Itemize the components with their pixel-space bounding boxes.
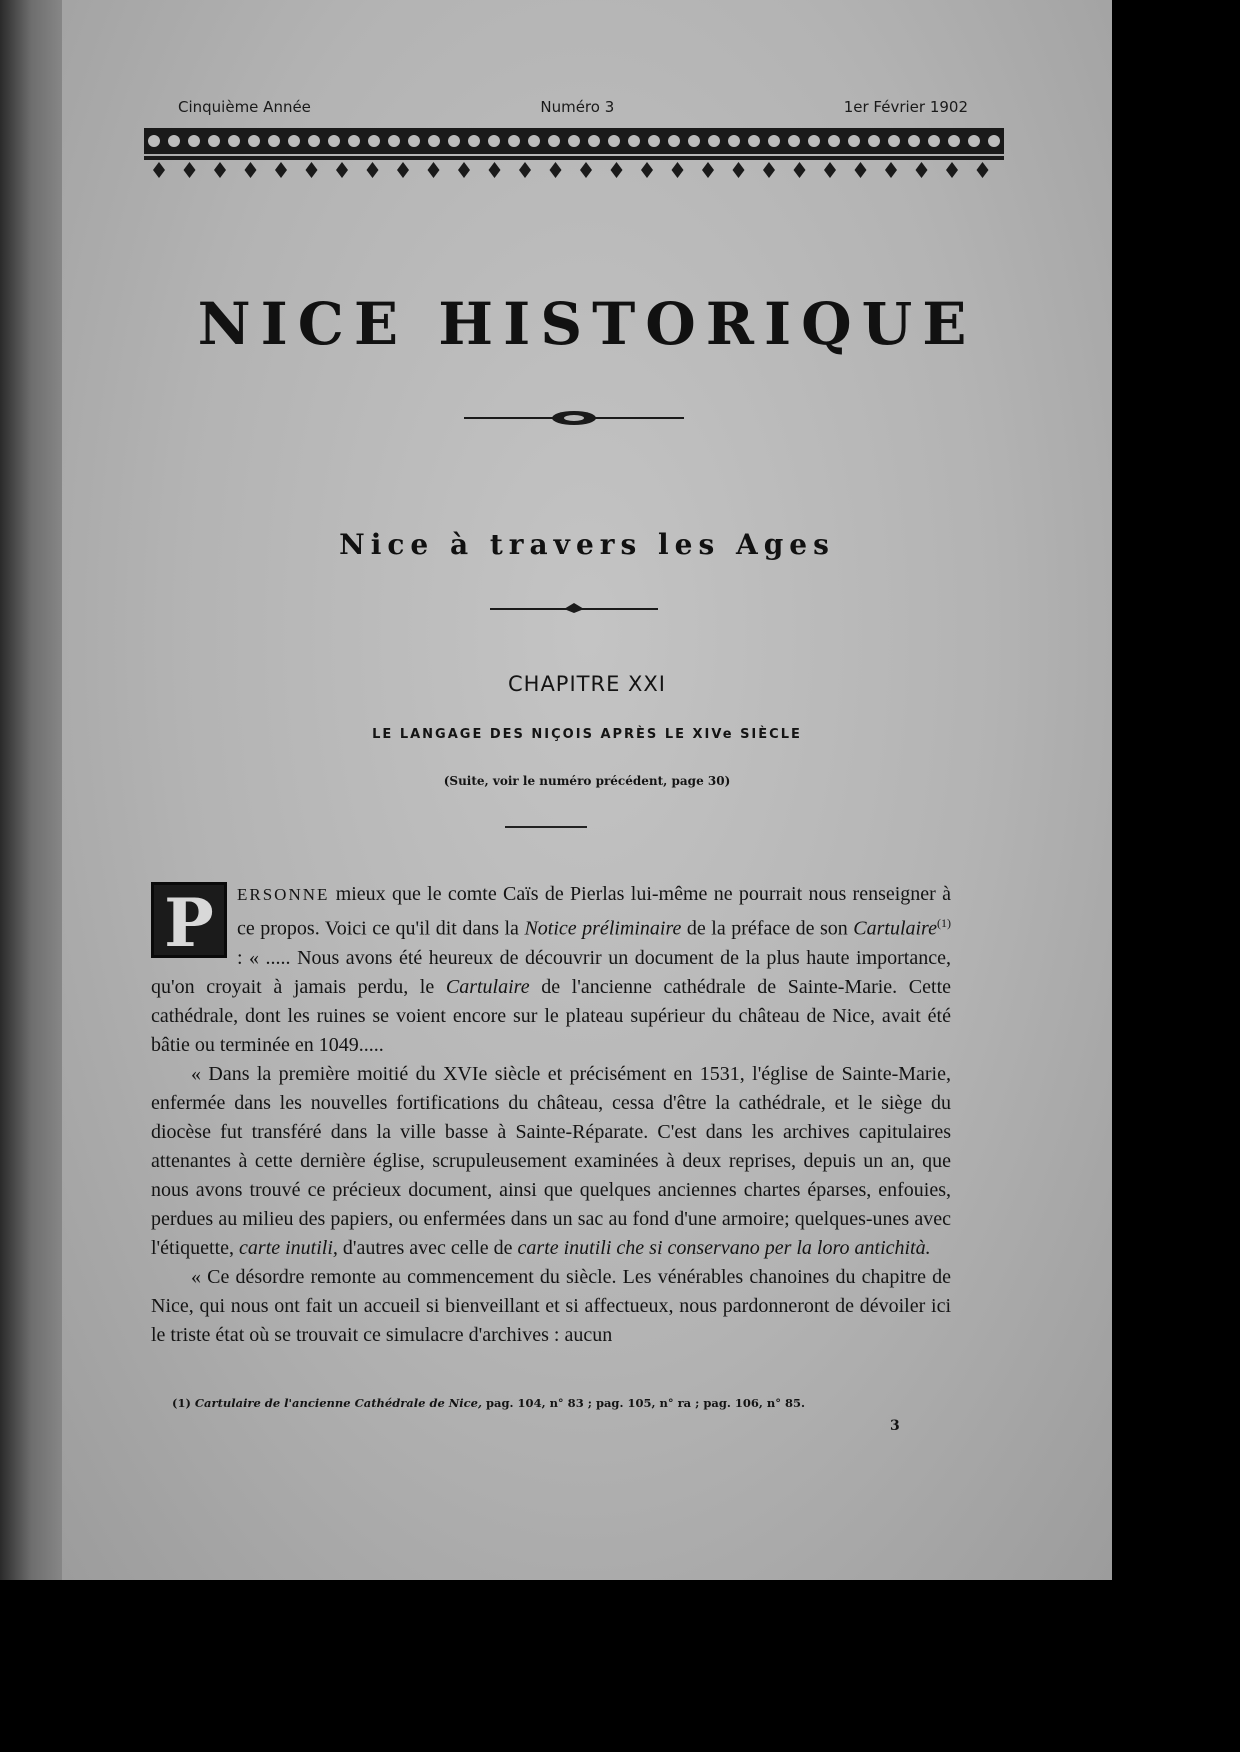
ornamental-rule-small	[490, 602, 658, 614]
continuation-note: (Suite, voir le numéro précédent, page 30)	[443, 774, 731, 788]
issue-date: 1er Février 1902	[843, 98, 968, 116]
paragraph: « Ce désordre remonte au commencement du siècle. Les vénérables chanoines du chapitre de Nice, qui nous ont fait un accueil si bienveillant et si affectueux, nous pardonneront de dévoiler ici le triste état où se trouvait ce simulacre d'archives : aucun	[151, 1265, 951, 1346]
article-body	[151, 880, 951, 1350]
section-divider	[505, 826, 587, 828]
issue-header	[178, 98, 968, 116]
chapter-title: CHAPITRE XXI	[507, 672, 666, 696]
issue-number: Numéro 3	[540, 98, 615, 116]
footnote-ref: (1)	[936, 916, 951, 930]
page-number: 3	[890, 1418, 900, 1434]
journal-masthead: NICE HISTORIQUE	[197, 290, 977, 358]
paragraph: P ERSONNE mieux que le comte Caïs de Pierlas lui-même ne pourrait nous renseigner à ce propos. Voici ce qu'il dit dans la Notice préliminaire de la préface de son Cartulaire$^{(1)}$ : « ..... Nous avons été heureux de découvrir un document de la plus haute importance, qu'on croyait à jamais perdu, le Cartulaire de l'ancienne cathédrale de Sainte-Marie. Cette cathédrale, dont les ruines se voient encore sur le plateau supérieur du château de Nice, avait été bâtie ou terminée en 1049.....	[151, 883, 951, 1056]
paragraph: « Dans la première moitié du XVIe siècle et précisément en 1531, l'église de Sainte-Marie, enfermée dans les nouvelles fortifications du château, cessa d'être la cathédrale, et le siège du diocèse fut transféré dans la ville basse à Sainte-Réparate. C'est dans les archives capitulaires attenantes à cette dernière église, scrupuleusement examinées à deux reprises, depuis un an, que nous avons trouvé ce précieux document, ainsi que quelques anciennes chartes éparses, enfouies, perdues au milieu des papiers, ou enfermées dans un sac au fond d'une armoire; quelques-unes avec l'étiquette, carte inutili, d'autres avec celle de carte inutili che si conservano per la loro antichità.	[151, 1062, 951, 1259]
chapter-subtitle: LE LANGAGE DES NIÇOIS APRÈS LE XIVe SIÈCLE	[372, 727, 802, 742]
book-spine-edge	[0, 0, 70, 1580]
ornamental-rule	[464, 410, 684, 426]
issue-year: Cinquième Année	[178, 98, 311, 116]
series-title: Nice à travers les Ages	[339, 528, 835, 561]
header-ornament-border	[144, 128, 1004, 184]
journal-page	[62, 0, 1112, 1580]
drop-cap: P	[151, 882, 227, 958]
footnote: (1) Cartulaire de l'ancienne Cathédrale de Nice, pag. 104, n° 83 ; pag. 105, n° ra ; pag. 106, n° 85.	[172, 1396, 806, 1410]
